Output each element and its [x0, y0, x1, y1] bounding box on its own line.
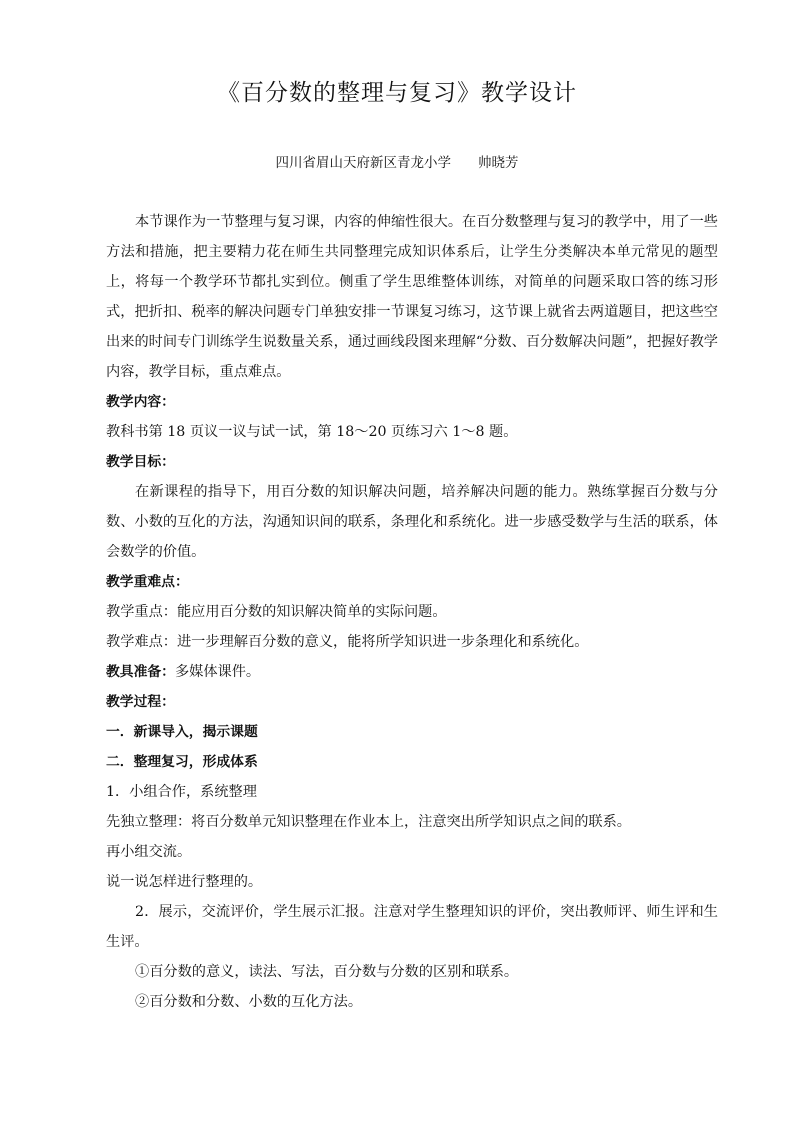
process-heading: 教学过程： — [106, 694, 175, 710]
document-body — [106, 207, 718, 1017]
step-two: 二．整理复习，形成体系 — [106, 754, 258, 770]
tools-text: 多媒体课件。 — [174, 664, 261, 680]
step-one: 一．新课导入，揭示课题 — [106, 724, 258, 740]
difficult-point: 教学难点：进一步理解百分数的意义，能将所学知识进一步条理化和系统化。 — [106, 634, 589, 650]
key-point: 教学重点：能应用百分数的知识解决简单的实际问题。 — [106, 604, 447, 620]
document-title: 《百分数的整理与复习》教学设计 — [217, 80, 577, 106]
sub-step-one-b: 再小组交流。 — [106, 844, 192, 860]
goal-paragraph: 在新课程的指导下，用百分数的知识解决问题，培养解决问题的能力。熟练掌握百分数与分数、小数的互化的方法，沟通知识间的联系，条理化和系统化。进一步感受数学与生活的联系，体会数学的价值。 — [106, 484, 718, 560]
content-heading: 教学内容： — [106, 394, 175, 410]
sub-step-one-a: 先独立整理：将百分数单元知识整理在作业本上，注意突出所学知识点之间的联系。 — [106, 814, 631, 830]
content-text: 教科书第 18 页议一议与试一试，第 18～20 页练习六 1～8 题。 — [106, 424, 518, 440]
tools-heading: 教具准备： — [106, 664, 175, 680]
key-heading: 教学重难点： — [106, 574, 189, 590]
author-line: 四川省眉山天府新区青龙小学 帅晓芳 — [275, 155, 519, 171]
sub-step-one-c: 说一说怎样进行整理的。 — [106, 874, 263, 890]
list-item-two: ②百分数和分数、小数的互化方法。 — [135, 994, 363, 1010]
intro-paragraph: 本节课作为一节整理与复习课，内容的伸缩性很大。在百分数整理与复习的教学中，用了一些方法和措施，把主要精力花在师生共同整理完成知识体系后，让学生分类解决本单元常见的题型上，将每一个教学环节都扎实到位。侧重了学生思维整体训练，对简单的问题采取口答的练习形式，把折扣、税率的解决问题专门单独安排一节课复习练习，这节课上就省去两道题目，把这些空出来的时间专门训练学生说数量关系，通过画线段图来理解“分数、百分数解决问题”，把握好教学内容，教学目标，重点难点。 — [106, 214, 718, 380]
goal-heading: 教学目标： — [106, 454, 175, 470]
tools-line — [106, 657, 718, 687]
sub-step-two: 2．展示，交流评价，学生展示汇报。注意对学生整理知识的评价，突出教师评、师生评和生生评。 — [106, 904, 718, 950]
list-item-one: ①百分数的意义，读法、写法，百分数与分数的区别和联系。 — [135, 964, 519, 980]
sub-step-one: 1．小组合作，系统整理 — [106, 784, 257, 800]
